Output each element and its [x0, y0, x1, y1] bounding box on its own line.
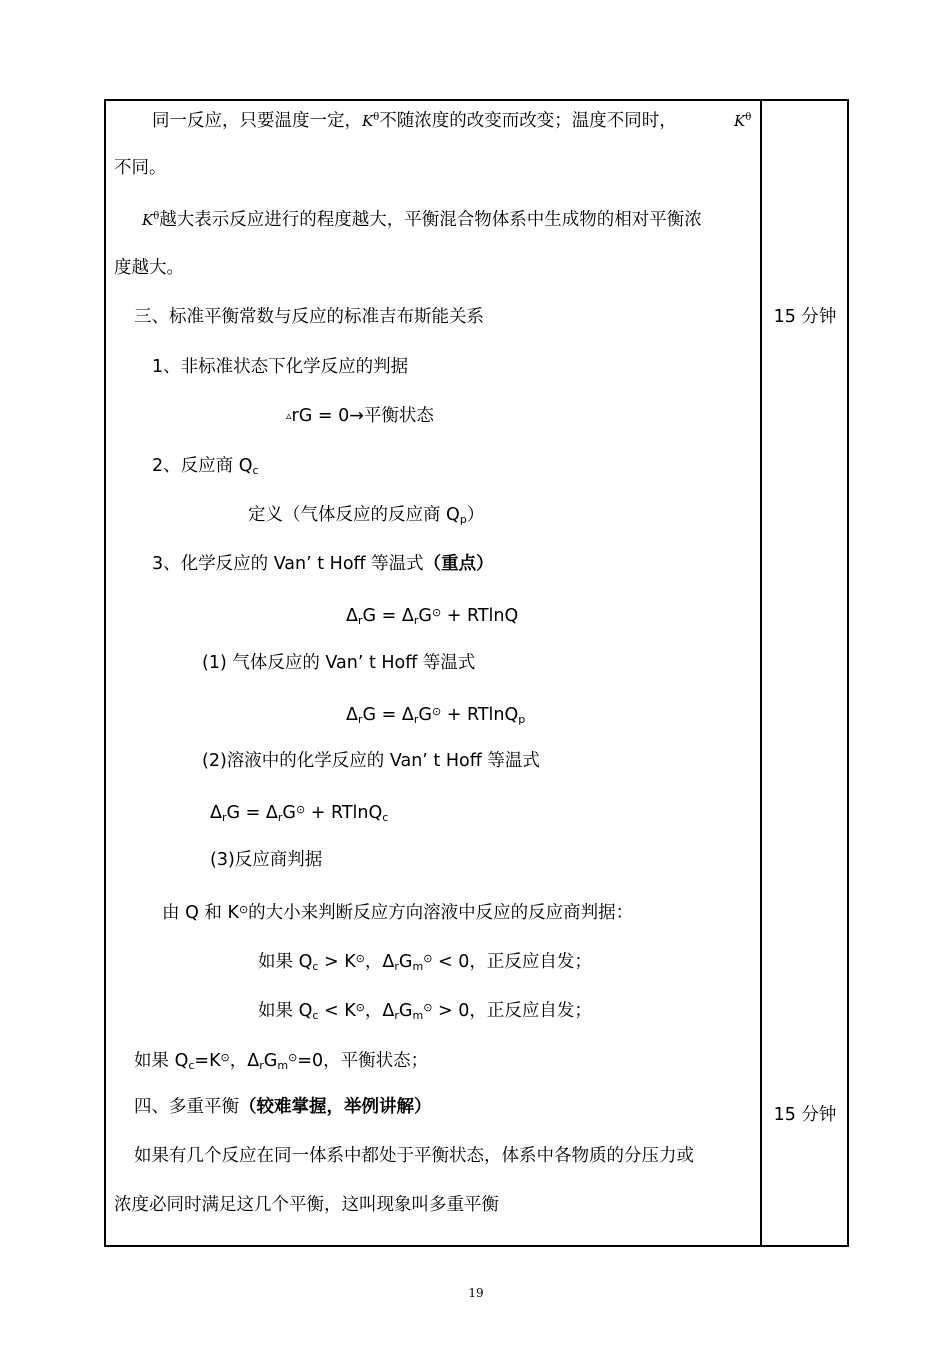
equation-text: rG = 0→平衡状态	[291, 406, 434, 426]
text-segment: < K	[318, 1001, 356, 1021]
theta-symbol: θ	[373, 112, 380, 123]
multi-equilibrium-line-1: 如果有几个反应在同一体系中都处于平衡状态，体系中各物质的分压力或	[134, 1146, 694, 1166]
standard-symbol: ⊙	[238, 903, 249, 916]
text-segment: G	[418, 705, 432, 725]
k-symbol: K	[142, 211, 154, 229]
text-segment: G	[263, 1051, 278, 1071]
subscript: r	[221, 811, 227, 824]
equation-1	[286, 404, 434, 428]
delta: Δ	[346, 705, 358, 725]
text-segment: 四、多重平衡	[134, 1097, 239, 1117]
equation-main	[346, 601, 518, 633]
time-cell-1: 15 分钟	[773, 307, 837, 327]
judge-intro	[162, 898, 633, 925]
k-symbol: K	[362, 112, 374, 130]
text-segment: G	[282, 803, 296, 823]
subitem-3: (3)反应商判据	[210, 850, 323, 870]
subitem-2: (2)溶液中的化学反应的 Van’ t Hoff 等温式	[202, 751, 540, 771]
text-segment: 3、化学反应的 Van’ t Hoff 等温式	[152, 554, 424, 574]
item-2	[152, 454, 259, 483]
text-segment: G	[398, 1001, 413, 1021]
subscript: r	[394, 960, 399, 973]
standard-symbol: ⊙	[431, 705, 442, 718]
equation-solution	[210, 798, 388, 830]
standard-symbol: ⊙	[220, 1051, 230, 1064]
text-segment: > 0，正反应自发；	[432, 1001, 592, 1021]
text-line-1	[152, 106, 677, 133]
text-segment: 2、反应商 Q	[152, 456, 253, 476]
text-segment: 越大表示反应进行的程度越大，平衡混合物体系中生成物的相对平衡浓	[159, 210, 702, 230]
text-segment: ，Δ	[229, 1051, 260, 1071]
text-segment: G = Δ	[226, 803, 278, 823]
standard-symbol: ⊙	[288, 1051, 298, 1064]
text-segment: ）	[466, 505, 485, 525]
subscript: c	[252, 464, 259, 477]
subitem-1: (1) 气体反应的 Van’ t Hoff 等温式	[202, 653, 476, 673]
subscript: r	[277, 811, 283, 824]
theta-symbol: θ	[153, 211, 160, 222]
text-segment: ，Δ	[364, 1001, 395, 1021]
item-3	[152, 552, 494, 576]
subscript: c	[312, 1009, 319, 1022]
subscript: c	[188, 1059, 195, 1072]
standard-symbol: ⊙	[355, 952, 365, 965]
section-3-title: 三、标准平衡常数与反应的标准吉布斯能关系	[134, 307, 484, 327]
text-segment: G	[398, 952, 413, 972]
subscript: c	[382, 811, 389, 824]
section-4-title	[134, 1095, 432, 1119]
bold-note: （较难掌握，举例讲解）	[239, 1097, 432, 1117]
subscript: c	[312, 960, 319, 973]
text-segment: + RTlnQ	[441, 606, 519, 626]
text-segment: =K	[194, 1051, 221, 1071]
text-segment: 的大小来判断反应方向溶液中反应的反应商判据：	[248, 903, 634, 923]
delta: Δ	[346, 606, 358, 626]
text-segment: + RTlnQ	[441, 705, 519, 725]
text-segment: 如果 Q	[258, 952, 313, 972]
bold-note: （重点）	[423, 554, 494, 574]
definition-line	[248, 503, 484, 532]
text-segment: + RTlnQ	[305, 803, 383, 823]
text-segment: > K	[318, 952, 356, 972]
text-segment: 由 Q 和 K	[162, 903, 239, 923]
subscript: r	[357, 713, 363, 726]
text-segment: 如果 Q	[258, 1001, 313, 1021]
time-cell-2: 15 分钟	[773, 1105, 837, 1125]
subscript: m	[412, 960, 424, 973]
subscript: p	[518, 713, 526, 726]
subscript: r	[394, 1009, 399, 1022]
subscript: p	[459, 513, 467, 526]
standard-symbol: ⊙	[355, 1001, 365, 1014]
subscript: r	[357, 614, 363, 627]
criterion-2	[258, 996, 592, 1028]
text-line-3	[142, 205, 702, 232]
k-symbol: K	[734, 112, 746, 130]
subscript: m	[277, 1059, 289, 1072]
standard-symbol: ⊙	[431, 606, 442, 619]
column-divider	[760, 99, 762, 1247]
criterion-3	[134, 1046, 428, 1078]
delta: Δ	[210, 803, 222, 823]
multi-equilibrium-line-2: 浓度必同时满足这几个平衡，这叫现象叫多重平衡	[114, 1195, 499, 1215]
item-1: 1、非标准状态下化学反应的判据	[152, 357, 409, 377]
text-segment: =0，平衡状态；	[297, 1051, 429, 1071]
criterion-1	[258, 947, 592, 979]
subscript: r	[259, 1059, 264, 1072]
theta-symbol: θ	[745, 112, 752, 123]
text-segment: G = Δ	[362, 606, 414, 626]
text-segment: G	[418, 606, 432, 626]
standard-symbol: ⊙	[295, 803, 306, 816]
text-line-4: 度越大。	[114, 258, 184, 278]
text-segment: 同一反应，只要温度一定，	[152, 111, 362, 131]
equation-gas	[346, 700, 525, 732]
text-segment: G = Δ	[362, 705, 414, 725]
standard-symbol: ⊙	[423, 1001, 433, 1014]
text-segment: 定义（气体反应的反应商 Q	[248, 505, 460, 525]
text-segment: < 0，正反应自发；	[432, 952, 592, 972]
text-segment: 不随浓度的改变而改变；温度不同时，	[379, 111, 677, 131]
text-segment: 如果 Q	[134, 1051, 189, 1071]
text-line-2: 不同。	[114, 158, 167, 178]
subscript: m	[412, 1009, 424, 1022]
k-theta	[362, 112, 379, 130]
standard-symbol: ⊙	[423, 952, 433, 965]
subscript: r	[413, 713, 419, 726]
subscript: r	[413, 614, 419, 627]
k-theta-right	[734, 106, 751, 133]
k-theta	[142, 211, 159, 229]
page-number: 19	[468, 1286, 484, 1300]
triangle-symbol: ▵	[286, 409, 292, 422]
text-segment: ，Δ	[364, 952, 395, 972]
